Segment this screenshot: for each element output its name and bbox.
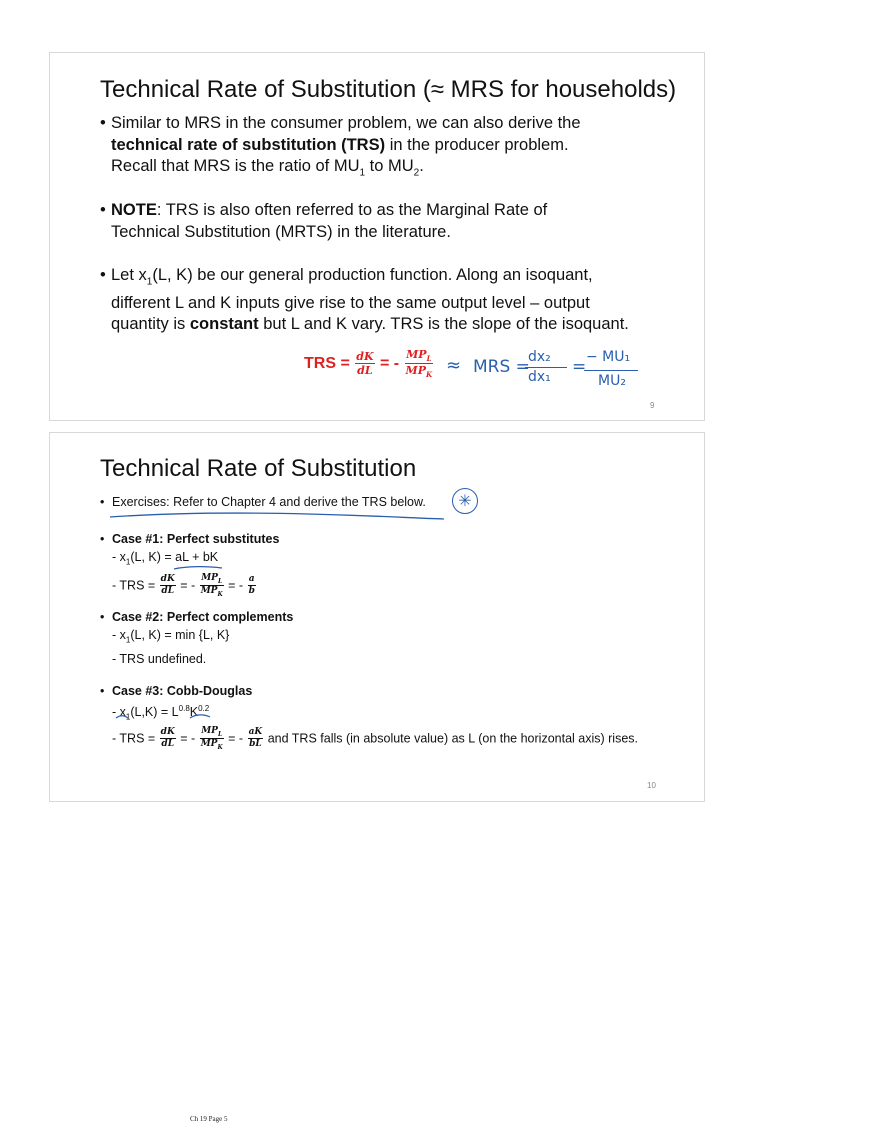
case-3: • Case #3: Cobb-Douglas - $x_1(L,K) = L^{0.8}K^{0.2}$ - TRS = $\frac{dK}{dL}$ = - $\frac{MP_L}{MP_K}$ = - $\frac{aK}{bL}$ and TRS falls (in absolute value) as L (on the horizontal axis) rises. (100, 684, 639, 752)
page-footer: Ch 19 Page 5 (190, 1115, 228, 1123)
bullet-trs-intro: • Similar to MRS in the consumer problem, we can also derive the technical rate of substitution (TRS) in the producer problem. Recall that MRS is the ratio of $MU_1$ to $MU_2$. (100, 114, 581, 179)
fraction-ak-bl: $\frac{aK}{bL}$ (248, 727, 263, 750)
bullet-icon: • (100, 266, 106, 284)
slide-title: Technical Rate of Substitution (≈ MRS for households) (100, 76, 677, 103)
bullet-note: • NOTE: TRS is also often referred to as the Marginal Rate of Technical Substitution (MRTS) in the literature. (100, 201, 548, 241)
slide-title: Technical Rate of Substitution (100, 455, 417, 482)
page-number: 10 (647, 781, 656, 790)
fraction-dk-dl: $\frac{dK}{dL}$ (356, 350, 374, 378)
fraction-dk-dl: $\frac{dK}{dL}$ (160, 574, 175, 597)
fraction-mpl-mpk: $\frac{MP_L}{MP_K}$ (200, 572, 223, 599)
case-1: • Case #1: Perfect substitutes - $x_1(L$, K) = aL + bK - TRS = $\frac{dK}{dL}$ = - $\frac{MP_L}{MP_K}$ = - $\frac{a}{b}$ (100, 532, 280, 599)
bullet-icon: • (100, 610, 105, 624)
bullet-isoquant: • Let $x_1(L$, K) be our general production function. Along an isoquant, different L and K inputs give rise to the same output level – output quantity is constant but L and K vary. TRS is the slope of the isoquant. (100, 266, 629, 334)
handwritten-star-icon: ✳ (452, 488, 478, 514)
handwritten-mu1: − MU₁ (586, 349, 631, 365)
bullet-icon: • (100, 495, 105, 509)
bullet-icon: • (100, 532, 105, 546)
handwritten-dx1: dx₁ (528, 369, 551, 385)
bullet-icon: • (100, 114, 106, 132)
approx-symbol: ≈ (446, 355, 462, 376)
fraction-a-b: $\frac{a}{b}$ (248, 574, 255, 597)
handwritten-equals: = (572, 357, 587, 377)
bullet-icon: • (100, 684, 105, 698)
fraction-dk-dl: $\frac{dK}{dL}$ (160, 727, 175, 750)
case-2: • Case #2: Perfect complements - $x_1(L$, K) = min {L, K} - TRS undefined. (100, 610, 294, 666)
bullet-icon: • (100, 201, 106, 219)
trs-equation: TRS = $\frac{dK}{dL}$ = - $\frac{MP_L}{MP_K}$ (304, 348, 433, 380)
slide-9 (49, 52, 705, 421)
handwritten-fraction-bar (584, 370, 638, 371)
handwritten-underline (114, 712, 214, 722)
handwritten-underline (108, 509, 448, 523)
handwritten-underline (172, 564, 224, 572)
handwritten-mrs: MRS = (473, 357, 530, 377)
handwritten-mu2: MU₂ (598, 373, 626, 389)
bullet-exercise: • Exercises: Refer to Chapter 4 and derive the TRS below. (100, 495, 426, 509)
handwritten-fraction-bar (525, 367, 567, 368)
page-number: 9 (650, 401, 655, 410)
fraction-mpl-mpk: $\frac{MP_L}{MP_K}$ (405, 348, 433, 380)
slide-10 (49, 432, 705, 802)
fraction-mpl-mpk: $\frac{MP_L}{MP_K}$ (200, 725, 223, 752)
handwritten-dx2: dx₂ (528, 349, 551, 365)
